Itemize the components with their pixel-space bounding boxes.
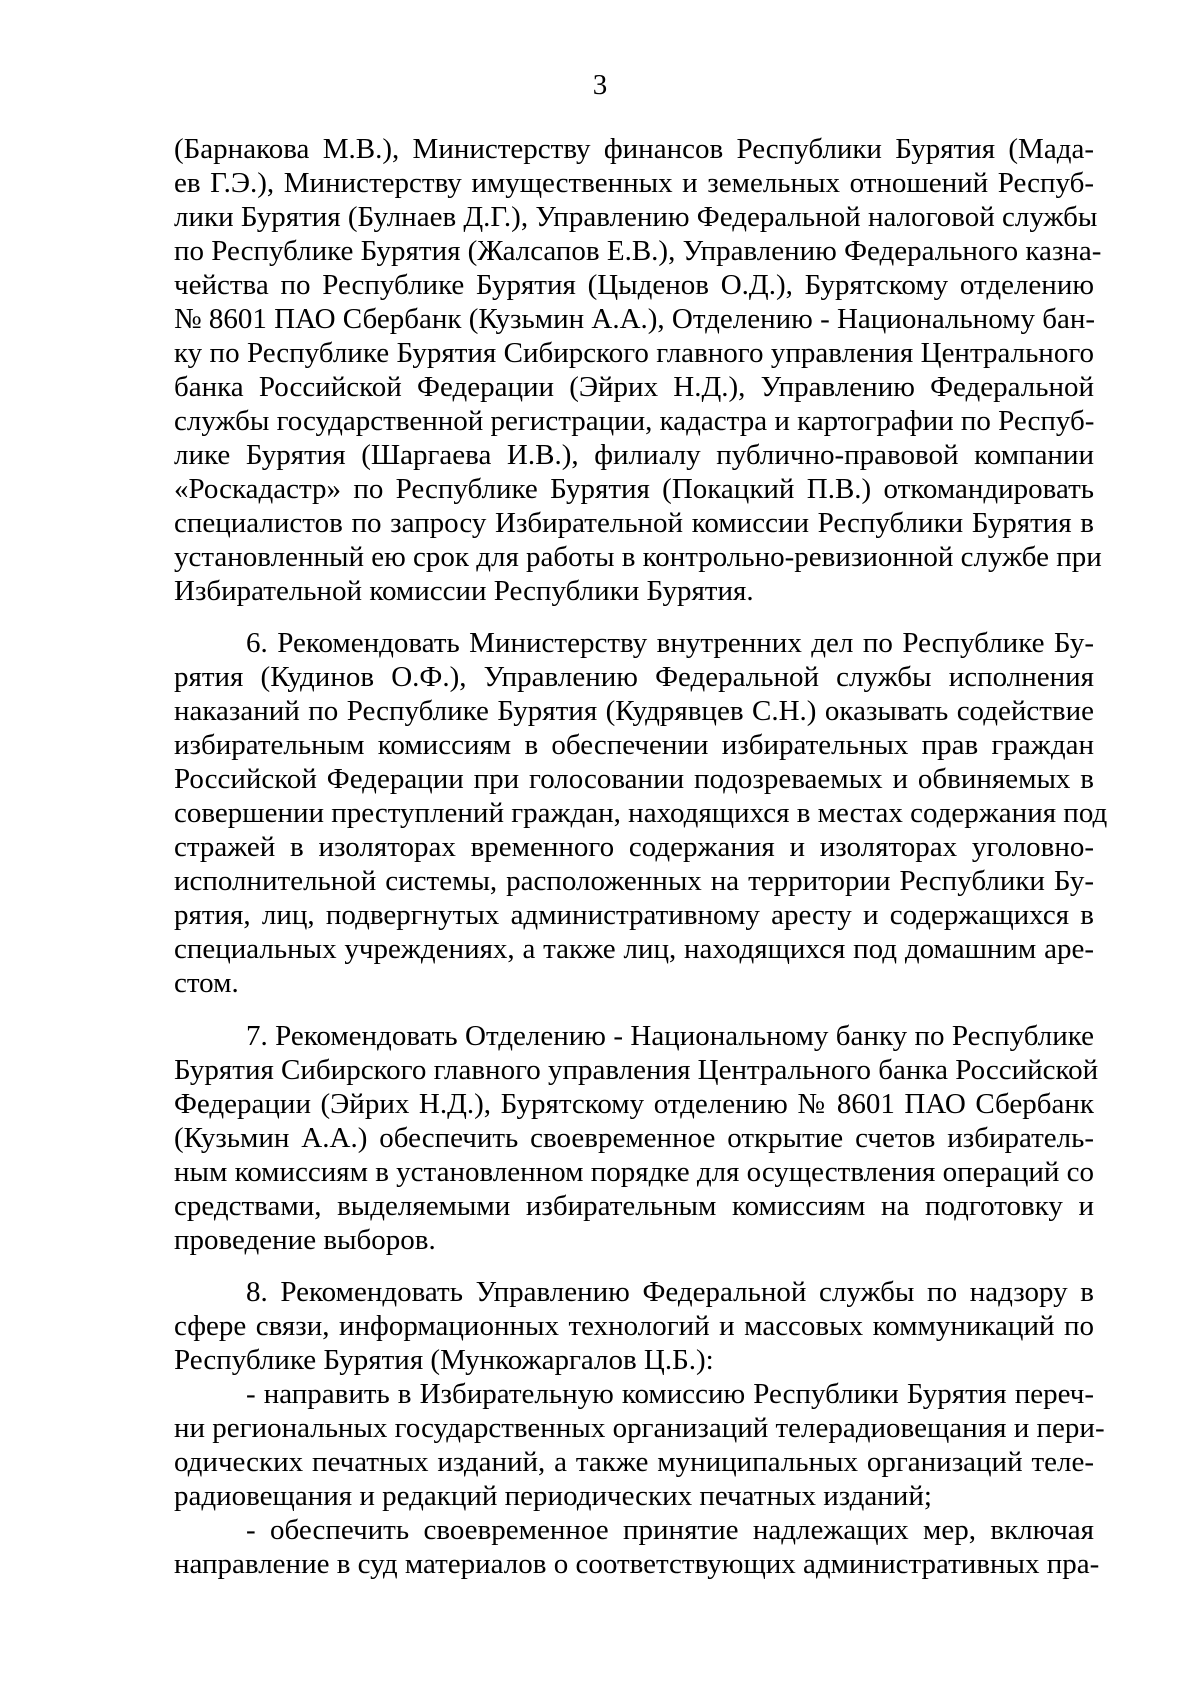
text-line: ни региональных государственных организаций телерадиовещания и пери- — [174, 1412, 1105, 1444]
text-line: сфере связи, информационных технологий и массовых коммуникаций по — [174, 1310, 1094, 1342]
text-line: лике Бурятия (Шаргаева И.В.), филиалу публично-правовой компании — [174, 439, 1094, 471]
text-line: одических печатных изданий, а также муниципальных организаций теле- — [174, 1446, 1094, 1478]
text-line: исполнительной системы, расположенных на территории Республики Бу- — [174, 865, 1094, 897]
text-line: лики Бурятия (Булнаев Д.Г.), Управлению Федеральной налоговой службы — [174, 201, 1098, 233]
text-line: Бурятия Сибирского главного управления Центрального банка Российской — [174, 1054, 1099, 1086]
text-line: радиовещания и редакций периодических печатных изданий; — [174, 1480, 932, 1512]
list-item-line: - обеспечить своевременное принятие надлежащих мер, включая — [246, 1514, 1094, 1546]
paragraph-8 — [174, 1275, 1105, 1581]
text-line: (Кузьмин А.А.) обеспечить своевременное открытие счетов избиратель- — [174, 1122, 1094, 1154]
paragraph-7 — [174, 1019, 1099, 1257]
text-line: Избирательной комиссии Республики Бурятия. — [174, 575, 754, 607]
text-line: стражей в изоляторах временного содержания и изоляторах уголовно- — [174, 831, 1094, 863]
text-line: направление в суд материалов о соответствующих административных пра- — [174, 1548, 1100, 1580]
text-line: 7. Рекомендовать Отделению - Национальному банку по Республике — [246, 1020, 1094, 1052]
text-line: (Барнакова М.В.), Министерству финансов Республики Бурятия (Мада- — [174, 133, 1094, 165]
text-line: Российской Федерации при голосовании подозреваемых и обвиняемых в — [174, 763, 1094, 795]
text-line: по Республике Бурятия (Жалсапов Е.В.), Управлению Федерального казна- — [174, 235, 1102, 267]
text-line: рятия, лиц, подвергнутых административному аресту и содержащихся в — [174, 899, 1094, 931]
text-line: ев Г.Э.), Министерству имущественных и земельных отношений Респуб- — [174, 167, 1094, 199]
paragraph-6 — [174, 626, 1108, 1000]
text-line: Республике Бурятия (Мункожаргалов Ц.Б.): — [174, 1344, 714, 1376]
text-line: стом. — [174, 967, 239, 999]
text-line: ным комиссиям в установленном порядке для осуществления операций со — [174, 1156, 1095, 1188]
text-line: банка Российской Федерации (Эйрих Н.Д.), Управлению Федеральной — [174, 371, 1094, 403]
text-line: № 8601 ПАО Сбербанк (Кузьмин А.А.), Отделению - Национальному бан- — [174, 303, 1096, 335]
text-line: «Роскадастр» по Республике Бурятия (Покацкий П.В.) откомандировать — [174, 473, 1094, 505]
text-line: чейства по Республике Бурятия (Цыденов О.Д.), Бурятскому отделению — [174, 269, 1094, 301]
text-line: рятия (Кудинов О.Ф.), Управлению Федеральной службы исполнения — [174, 661, 1094, 693]
text-line: 8. Рекомендовать Управлению Федеральной службы по надзору в — [246, 1276, 1094, 1308]
text-line: наказаний по Республике Бурятия (Кудрявцев С.Н.) оказывать содействие — [174, 695, 1094, 727]
text-line: 6. Рекомендовать Министерству внутренних дел по Республике Бу- — [246, 627, 1094, 659]
text-line: специалистов по запросу Избирательной комиссии Республики Бурятия в — [174, 507, 1094, 539]
list-item-line: - направить в Избирательную комиссию Республики Бурятия переч- — [246, 1378, 1094, 1410]
text-line: совершении преступлений граждан, находящихся в местах содержания под — [174, 797, 1108, 829]
text-line: ку по Республике Бурятия Сибирского главного управления Центрального — [174, 337, 1094, 369]
text-line: средствами, выделяемыми избирательным комиссиям на подготовку и — [174, 1190, 1094, 1222]
text-line: специальных учреждениях, а также лиц, находящихся под домашним аре- — [174, 933, 1094, 965]
text-line: службы государственной регистрации, кадастра и картографии по Респуб- — [174, 405, 1095, 437]
text-line: Федерации (Эйрих Н.Д.), Бурятскому отделению № 8601 ПАО Сбербанк — [174, 1088, 1094, 1120]
text-line: проведение выборов. — [174, 1224, 436, 1256]
paragraph-continuation — [174, 132, 1102, 608]
text-line: установленный ею срок для работы в контрольно-ревизионной службе при — [174, 541, 1102, 573]
page-number: 3 — [592, 69, 608, 101]
text-line: избирательным комиссиям в обеспечении избирательных прав граждан — [174, 729, 1094, 761]
